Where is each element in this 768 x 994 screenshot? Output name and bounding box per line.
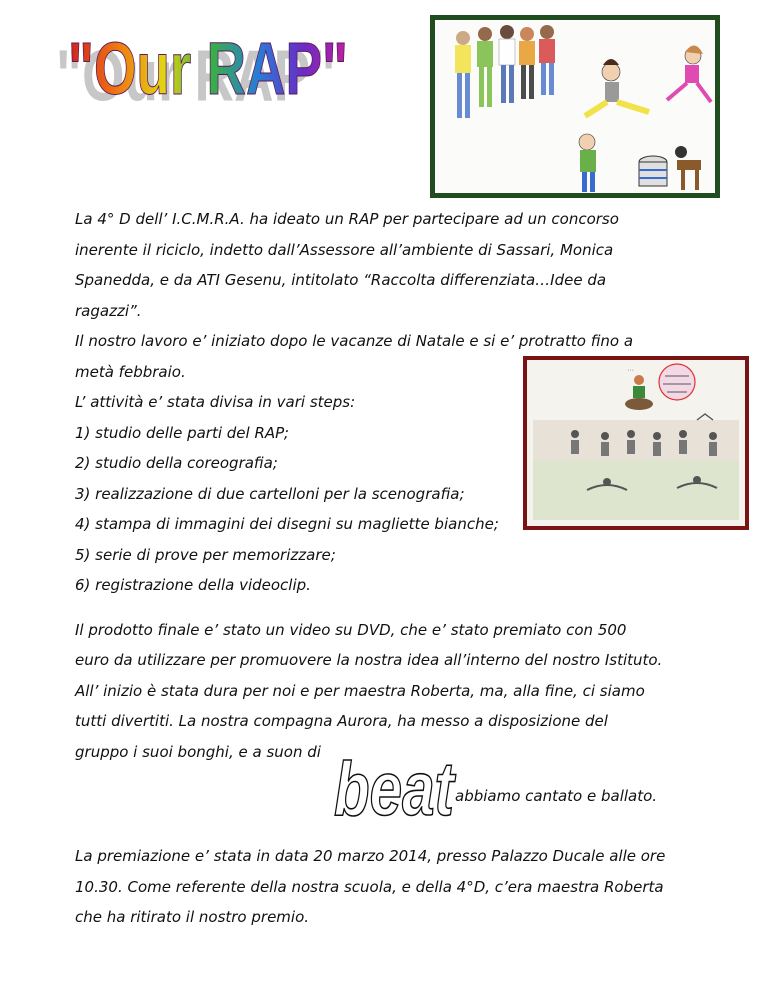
step-item: 2) studio della coreografia; (75, 454, 278, 472)
text-line: inerente il riciclo, indetto dall’Assessore all’ambiente di Sassari, Monica (75, 240, 614, 259)
beat-word: beat (334, 747, 457, 825)
text-line: ragazzi”. (75, 301, 142, 320)
text-line: La premiazione e’ stata in data 20 marzo 2014, presso Palazzo Ducale alle ore (75, 847, 666, 865)
children-drawing-frame (430, 15, 720, 198)
step-item: 3) realizzazione di due cartelloni per la scenografia; (75, 484, 465, 503)
text-line: Il nostro lavoro e’ iniziato dopo le vacanze di Natale e si e’ protratto fino a (75, 332, 634, 350)
beat-line-after: abbiamo cantato e ballato. (455, 787, 658, 805)
children-drawing-illustration (435, 20, 715, 193)
text-line: gruppo i suoi bonghi, e a suon di (75, 742, 321, 761)
svg-text:···: ··· (627, 367, 634, 374)
text-line: All’ inizio è stata dura per noi e per maestra Roberta, ma, alla fine, ci siamo (75, 681, 645, 700)
paragraph-gap (75, 601, 745, 615)
text-line: Spanedda, e da ATI Gesenu, intitolato “Raccolta differenziata…Idee da (75, 271, 607, 289)
step-item: 6) registrazione della videoclip. (75, 576, 311, 594)
step-item: 5) serie di prove per memorizzare; (75, 545, 336, 564)
title-wordart (50, 22, 360, 112)
body-text (75, 204, 745, 933)
text-line: 10.30. Come referente della nostra scuola, e della 4°D, c’era maestra Roberta (75, 877, 664, 896)
beat-wordart (330, 745, 460, 825)
text-line: che ha ritirato il nostro premio. (75, 908, 310, 926)
text-line: euro da utilizzare per promuovere la nostra idea all’interno del nostro Istituto. (75, 651, 663, 669)
title-shadow: "Our RAP" (56, 35, 336, 112)
text-line: tutti divertiti. La nostra compagna Aurora, ha messo a disposizione del (75, 712, 608, 730)
step-item: 1) studio delle parti del RAP; (75, 423, 289, 442)
title-wordart-graphic (50, 22, 360, 112)
text-line: Il prodotto finale e’ stato un video su DVD, che e’ stato premiato con 500 (75, 620, 627, 639)
steps-intro: L’ attività e’ stata divisa in vari steps: (75, 393, 356, 411)
text-line: La 4° D dell’ I.C.M.R.A. ha ideato un RAP per partecipare ad un concorso (75, 210, 619, 228)
text-line: metà febbraio. (75, 362, 186, 381)
step-item: 4) stampa di immagini dei disegni su magliette bianche; (75, 515, 499, 533)
title-text: "Our RAP" (68, 27, 348, 110)
beat-wordart-graphic (330, 745, 460, 825)
paragraph-gap (75, 827, 745, 841)
